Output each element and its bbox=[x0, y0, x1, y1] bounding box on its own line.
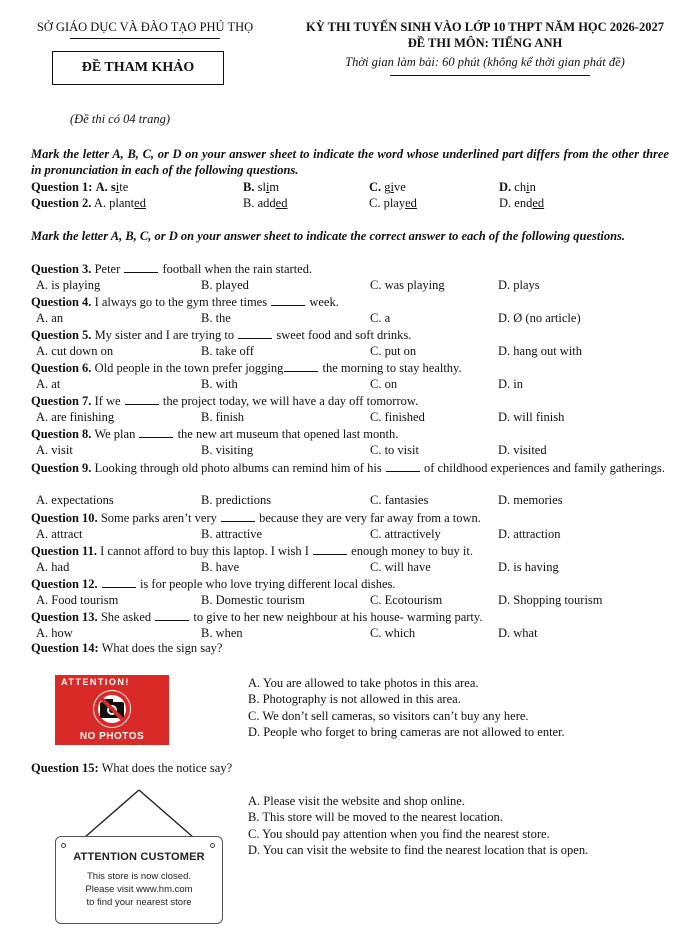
q15-option-d: D. You can visit the website to find the nearest location that is open. bbox=[248, 842, 589, 857]
q12-option-b: B. Domestic tourism bbox=[201, 593, 305, 607]
q5-option-c: C. put on bbox=[370, 344, 417, 358]
q11-option-b: B. have bbox=[201, 560, 240, 574]
q6-option-b: B. with bbox=[201, 377, 238, 391]
q3-option-a: A. is playing bbox=[36, 278, 101, 292]
notice-line-3: to find your nearest store bbox=[86, 896, 192, 908]
question-label: Question 7. bbox=[31, 394, 92, 408]
q10-option-a: A. attract bbox=[36, 527, 83, 541]
question-14-stem: Question 14: What does the sign say? bbox=[31, 641, 223, 655]
q13-option-d: D. what bbox=[498, 626, 538, 640]
q15-option-b: B. This store will be moved to the nearest location. bbox=[248, 810, 503, 825]
answer-blank bbox=[238, 329, 272, 339]
q8-option-a: A. visit bbox=[36, 443, 73, 457]
question-4-stem: Question 4. I always go to the gym three times week. bbox=[31, 295, 339, 309]
q10-option-d: D. attraction bbox=[498, 527, 561, 541]
sign-bottom-text: NO PHOTOS bbox=[79, 730, 145, 742]
question-7-stem: Question 7. If we the project today, we will have a day off tomorrow. bbox=[31, 394, 419, 408]
question-1 bbox=[31, 180, 671, 196]
question-8-stem: Question 8. We plan the new art museum that opened last month. bbox=[31, 427, 399, 441]
question-5-options bbox=[36, 344, 676, 360]
question-2 bbox=[31, 196, 671, 212]
department-underline bbox=[70, 38, 220, 39]
q5-option-b: B. take off bbox=[201, 344, 254, 358]
q15-option-a: A. Please visit the website and shop online. bbox=[248, 794, 465, 808]
q2-option-c: C. played bbox=[369, 196, 417, 210]
q7-option-d: D. will finish bbox=[498, 410, 565, 424]
question-15-stem: Question 15: What does the notice say? bbox=[31, 761, 233, 775]
question-12-options bbox=[36, 593, 676, 609]
sign-top-text: ATTENTION! bbox=[61, 677, 130, 687]
q6-option-d: D. in bbox=[498, 377, 523, 391]
question-label: Question 5. bbox=[31, 328, 92, 342]
duration-underline bbox=[390, 75, 590, 76]
exam-title: KỲ THI TUYỂN SINH VÀO LỚP 10 THPT NĂM HỌC 2026-2027 bbox=[306, 20, 664, 34]
question-3-stem: Question 3. Peter football when the rain started. bbox=[31, 262, 313, 276]
answer-blank bbox=[271, 296, 305, 306]
q7-option-c: C. finished bbox=[370, 410, 425, 424]
q10-option-b: B. attractive bbox=[201, 527, 263, 541]
q4-option-c: C. a bbox=[370, 311, 391, 325]
q15-option-c: C. You should pay attention when you find the nearest store. bbox=[248, 826, 550, 841]
question-11-options bbox=[36, 560, 676, 576]
store-notice bbox=[55, 786, 231, 926]
header-left bbox=[20, 20, 270, 39]
q4-option-d: D. Ø (no article) bbox=[498, 311, 581, 325]
question-13-options bbox=[36, 626, 676, 642]
question-11-stem: Question 11. I cannot afford to buy this laptop. I wish I enough money to buy it. bbox=[31, 544, 474, 558]
question-label: Question 8. bbox=[31, 427, 92, 441]
q8-option-b: B. visiting bbox=[201, 443, 254, 457]
q12-option-a: A. Food tourism bbox=[36, 593, 119, 607]
q6-option-c: C. on bbox=[370, 377, 398, 391]
q9-option-a: A. expectations bbox=[36, 493, 114, 507]
exam-subject: ĐỀ THI MÔN: TIẾNG ANH bbox=[407, 35, 563, 50]
question-label: Question 4. bbox=[31, 295, 92, 309]
question-label: Question 10. bbox=[31, 511, 98, 525]
answer-blank bbox=[386, 462, 420, 472]
q1-option-c: C. give bbox=[369, 180, 406, 194]
q9-option-c: C. fantasies bbox=[370, 493, 429, 507]
q6-option-a: A. at bbox=[36, 377, 61, 391]
exam-duration: Thời gian làm bài: 60 phút (không kể thời gian phát đề) bbox=[345, 55, 625, 70]
q1-option-d: D. chin bbox=[499, 180, 536, 194]
question-label: Question 3. bbox=[31, 262, 92, 276]
question-label: Question 6. bbox=[31, 361, 92, 375]
q2-option-b: B. added bbox=[243, 196, 288, 210]
q12-option-d: D. Shopping tourism bbox=[498, 593, 603, 607]
question-13-stem: Question 13. She asked to give to her new neighbour at his house- warming party. bbox=[31, 610, 483, 624]
question-10-options bbox=[36, 527, 676, 543]
q14-option-d: D. People who forget to bring cameras are not allowed to enter. bbox=[248, 724, 565, 739]
q14-option-b: B. Photography is not allowed in this area. bbox=[248, 692, 461, 707]
question-6-options bbox=[36, 377, 676, 393]
question-5-stem: Question 5. My sister and I are trying to sweet food and soft drinks. bbox=[31, 328, 412, 342]
q14-options bbox=[248, 675, 565, 740]
answer-blank bbox=[221, 512, 255, 522]
no-camera-icon bbox=[87, 688, 137, 730]
pages-note: (Đề thi có 04 trang) bbox=[70, 112, 170, 126]
question-4-options bbox=[36, 311, 676, 327]
notice-body bbox=[56, 871, 222, 909]
answer-blank bbox=[124, 263, 158, 273]
q4-option-a: A. an bbox=[36, 311, 64, 325]
q8-option-c: C. to visit bbox=[370, 443, 419, 457]
answer-blank bbox=[102, 578, 136, 588]
q11-option-c: C. will have bbox=[370, 560, 431, 574]
question-label: Question 13. bbox=[31, 610, 98, 624]
q9-option-d: D. memories bbox=[498, 493, 563, 507]
question-7-options bbox=[36, 410, 676, 426]
question-10-stem: Question 10. Some parks aren’t very because they are very far away from a town. bbox=[31, 511, 481, 525]
q2-option-a: Question 2. A. planted bbox=[31, 196, 146, 210]
notice-title: ATTENTION CUSTOMER bbox=[73, 851, 205, 863]
section2-instruction: Mark the letter A, B, C, or D on your answer sheet to indicate the correct answer to each of the following questions. bbox=[31, 229, 626, 243]
q9-option-b: B. predictions bbox=[201, 493, 272, 507]
q7-option-b: B. finish bbox=[201, 410, 245, 424]
notice-hole-right bbox=[210, 843, 215, 848]
answer-blank bbox=[284, 362, 318, 372]
q3-option-d: D. plays bbox=[498, 278, 540, 292]
question-label: Question 12. bbox=[31, 577, 98, 591]
question-6-stem: Question 6. Old people in the town prefer jogging the morning to stay healthy. bbox=[31, 361, 462, 375]
q13-option-b: B. when bbox=[201, 626, 243, 640]
q10-option-c: C. attractively bbox=[370, 527, 441, 541]
notice-hole-left bbox=[61, 843, 66, 848]
doc-type-box: ĐỀ THAM KHẢO bbox=[52, 51, 224, 85]
question-12-stem: Question 12. is for people who love trying different local dishes. bbox=[31, 577, 396, 591]
q1-option-b: B. slim bbox=[243, 180, 280, 194]
q2-option-d: D. ended bbox=[499, 196, 545, 210]
answer-blank bbox=[125, 395, 159, 405]
q7-option-a: A. are finishing bbox=[36, 410, 115, 424]
answer-blank bbox=[139, 428, 173, 438]
question-9-options bbox=[36, 493, 676, 509]
notice-line-2: Please visit www.hm.com bbox=[85, 883, 193, 895]
notice-line-1: This store is now closed. bbox=[86, 871, 191, 882]
q3-option-b: B. played bbox=[201, 278, 249, 292]
q13-option-c: C. which bbox=[370, 626, 416, 640]
notice-board bbox=[55, 836, 223, 924]
question-label: Question 9. bbox=[31, 461, 92, 475]
q3-option-c: C. was playing bbox=[370, 278, 445, 292]
answer-blank bbox=[313, 545, 347, 555]
q14-option-a: A. You are allowed to take photos in this area. bbox=[248, 676, 479, 690]
header-right bbox=[280, 20, 690, 76]
q14-option-c: C. We don’t sell cameras, so visitors can’t buy any here. bbox=[248, 708, 529, 723]
q11-option-d: D. is having bbox=[498, 560, 559, 574]
question-9-stem: Question 9. Looking through old photo albums can remind him of his of childhood experiences and family gatherings. bbox=[31, 461, 665, 475]
q8-option-d: D. visited bbox=[498, 443, 547, 457]
department-name: SỞ GIÁO DỤC VÀ ĐÀO TẠO PHÚ THỌ bbox=[36, 20, 254, 34]
q11-option-a: A. had bbox=[36, 560, 70, 574]
question-8-options bbox=[36, 443, 676, 459]
q4-option-b: B. the bbox=[201, 311, 231, 325]
q5-option-d: D. hang out with bbox=[498, 344, 583, 358]
q1-option-a: Question 1: A. site bbox=[31, 180, 129, 194]
q15-options bbox=[248, 793, 588, 858]
no-photos-sign bbox=[55, 675, 169, 745]
answer-blank bbox=[155, 611, 189, 621]
section1-instruction: Mark the letter A, B, C, or D on your answer sheet to indicate the word whose underlined part differs from the other three in pronunciation in each of the following questions. bbox=[31, 147, 669, 178]
question-label: Question 11. bbox=[31, 544, 97, 558]
q13-option-a: A. how bbox=[36, 626, 73, 640]
q12-option-c: C. Ecotourism bbox=[370, 593, 443, 607]
question-3-options bbox=[36, 278, 676, 294]
q5-option-a: A. cut down on bbox=[36, 344, 114, 358]
